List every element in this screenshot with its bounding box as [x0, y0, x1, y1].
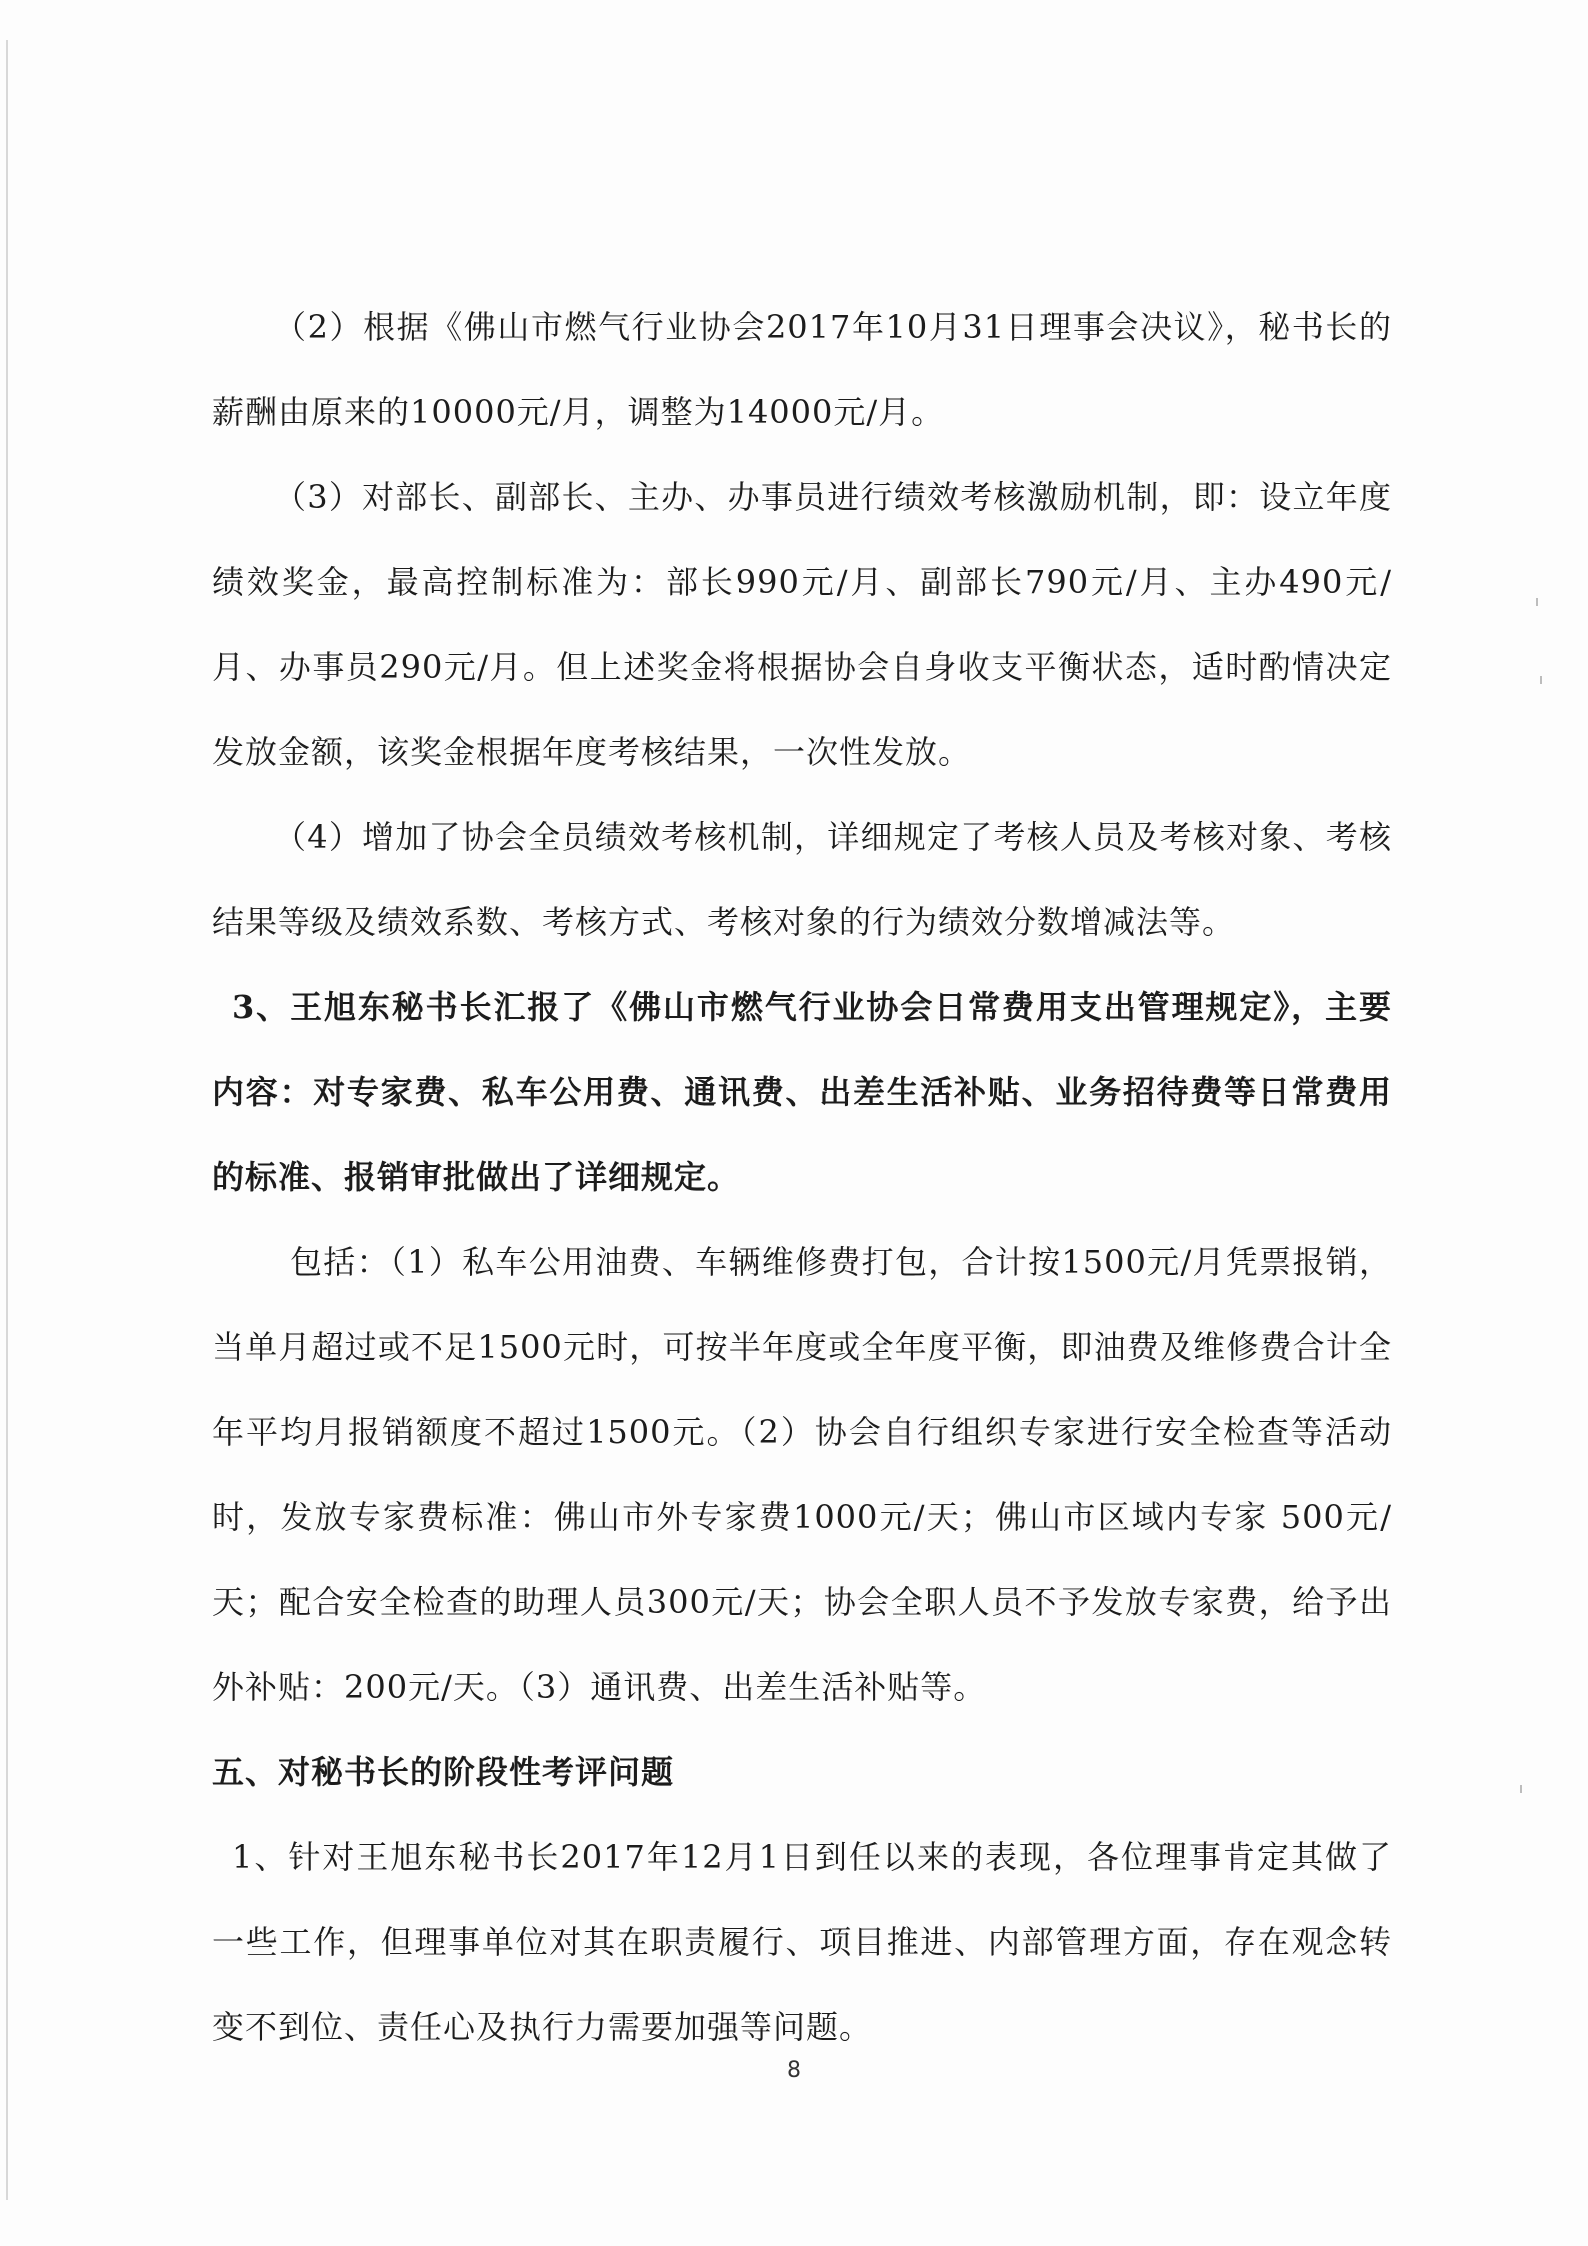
scan-speck: [1540, 676, 1542, 684]
paragraph-expense-details: 包括：（1）私车公用油费、车辆维修费打包，合计按1500元/月凭票报销，当单月超过或不足1500元时，可按半年度或全年度平衡，即油费及维修费合计全年平均月报销额度不超过1500元。（2）协会自行组织专家进行安全检查等活动时，发放专家费标准：佛山市外专家费1000元/天；佛山市区域内专家 500元/天；配合安全检查的助理人员300元/天；协会全职人员不予发放专家费，给予出外补贴：200元/天。（3）通讯费、出差生活补贴等。: [212, 1243, 1392, 1706]
paragraph-performance-assessment: （4）增加了协会全员绩效考核机制，详细规定了考核人员及考核对象、考核结果等级及绩效系数、考核方式、考核对象的行为绩效分数增减法等。: [212, 818, 1392, 941]
scan-speck: [1536, 598, 1538, 606]
document-body: [212, 285, 1392, 2070]
paragraph-secretary-evaluation: 1、针对王旭东秘书长2017年12月1日到任以来的表现，各位理事肯定其做了一些工作，但理事单位对其在职责履行、项目推进、内部管理方面，存在观念转变不到位、责任心及执行力需要加强等问题。: [212, 1838, 1392, 2046]
section-heading: 五、对秘书长的阶段性考评问题: [212, 1753, 675, 1791]
paragraph-salary-adjustment: （2）根据《佛山市燃气行业协会2017年10月31日理事会决议》，秘书长的薪酬由原来的10000元/月，调整为14000元/月。: [212, 308, 1392, 431]
paragraph-expense-regulation: 3、王旭东秘书长汇报了《佛山市燃气行业协会日常费用支出管理规定》，主要内容：对专家费、私车公用费、通讯费、出差生活补贴、业务招待费等日常费用的标准、报销审批做出了详细规定。: [212, 988, 1392, 1196]
page-number: 8: [787, 2058, 801, 2083]
scan-speck: [1520, 1785, 1522, 1793]
scan-edge-line: [6, 40, 8, 2200]
paragraph-performance-bonus: （3）对部长、副部长、主办、办事员进行绩效考核激励机制，即：设立年度绩效奖金，最高控制标准为：部长990元/月、副部长790元/月、主办490元/月、办事员290元/月。但上述奖金将根据协会自身收支平衡状态，适时酌情决定发放金额，该奖金根据年度考核结果，一次性发放。: [212, 478, 1392, 771]
